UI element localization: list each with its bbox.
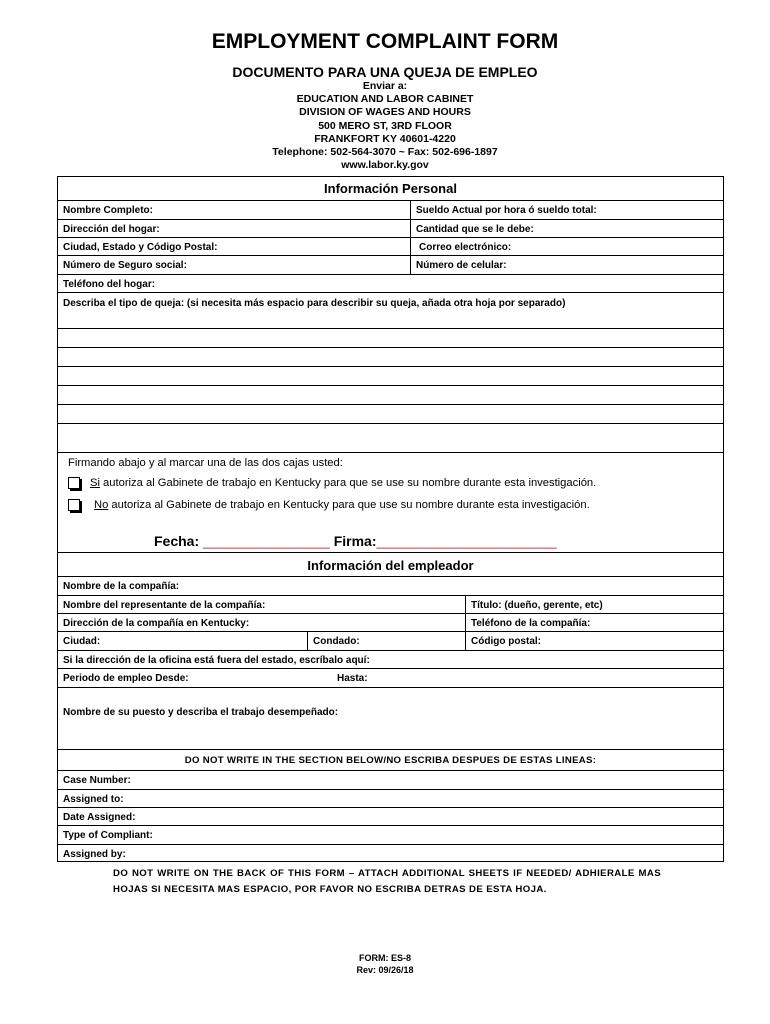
consent-yes-option[interactable] bbox=[68, 477, 596, 489]
office-row bbox=[58, 790, 723, 808]
consent-yes-word: Si bbox=[90, 477, 100, 489]
rep-title-field[interactable]: Título: (dueño, gerente, etc) bbox=[465, 596, 725, 613]
mailing-address bbox=[0, 80, 770, 172]
employer-row-1 bbox=[58, 577, 723, 596]
ssn-field[interactable]: Número de Seguro social: bbox=[63, 260, 187, 271]
form-title: EMPLOYMENT COMPLAINT FORM bbox=[211, 30, 559, 53]
complaint-form bbox=[57, 176, 724, 862]
address-line: DIVISION OF WAGES AND HOURS bbox=[299, 106, 471, 119]
home-phone-field[interactable]: Teléfono del hogar: bbox=[63, 279, 156, 290]
current-wage-field[interactable]: Sueldo Actual por hora ó sueldo total: bbox=[410, 201, 725, 219]
assigned-to-field[interactable]: Assigned to: bbox=[63, 794, 124, 805]
complaint-line[interactable] bbox=[58, 405, 723, 424]
office-row bbox=[58, 826, 723, 845]
section-title: Información Personal bbox=[324, 181, 457, 196]
personal-row-5 bbox=[58, 275, 723, 293]
consent-no-word: No bbox=[94, 499, 109, 511]
office-row bbox=[58, 771, 723, 790]
date-assigned-field[interactable]: Date Assigned: bbox=[63, 812, 136, 823]
personal-row-1 bbox=[58, 201, 723, 220]
consent-yes-text: autoriza al Gabinete de trabajo en Kentucky para que se use su nombre durante esta investigación. bbox=[99, 477, 597, 489]
email-field[interactable]: Correo electrónico: bbox=[410, 238, 725, 255]
employer-row-5 bbox=[58, 651, 723, 669]
office-row bbox=[58, 845, 723, 863]
amount-owed-field[interactable]: Cantidad que se le debe: bbox=[410, 220, 725, 237]
form-number bbox=[0, 952, 770, 976]
consent-no-option[interactable] bbox=[68, 499, 590, 511]
city-field[interactable]: Ciudad: bbox=[63, 636, 101, 647]
employment-to-field[interactable]: Hasta: bbox=[337, 673, 368, 684]
job-description-prompt: Nombre de su puesto y describa el trabajo desempeñado: bbox=[63, 707, 339, 718]
send-to-label: Enviar a: bbox=[362, 80, 408, 92]
address-line: 500 MERO ST, 3RD FLOOR bbox=[318, 119, 452, 132]
date-input-line[interactable]: ___________________ bbox=[203, 535, 330, 549]
revision-date: Rev: 09/26/18 bbox=[356, 965, 414, 975]
employer-row-3 bbox=[58, 614, 723, 632]
complaint-type-field[interactable]: Type of Compliant: bbox=[63, 830, 153, 841]
checkbox-yes[interactable] bbox=[68, 477, 80, 489]
personal-row-3 bbox=[58, 238, 723, 256]
complaint-line[interactable] bbox=[58, 329, 723, 348]
form-subtitle: DOCUMENTO PARA UNA QUEJA DE EMPLEO bbox=[232, 64, 538, 80]
complaint-line[interactable] bbox=[58, 367, 723, 386]
employer-row-2 bbox=[58, 596, 723, 614]
ky-address-field[interactable]: Dirección de la compañía en Kentucky: bbox=[63, 618, 250, 629]
personal-row-2 bbox=[58, 220, 723, 238]
back-of-form-notice: DO NOT WRITE ON THE BACK OF THIS FORM – ATTACH ADDITIONAL SHEETS IF NEEDED/ ADHIERALE MAS HOJAS SI NECESITA MAS ESPACIO, POR FAVOR NO ESCRIBA DETRAS DE ESTA HOJA. bbox=[113, 868, 661, 895]
full-name-field[interactable]: Nombre Completo: bbox=[63, 205, 153, 216]
employer-section-header bbox=[58, 553, 723, 577]
job-description-field[interactable] bbox=[58, 688, 723, 750]
company-rep-field[interactable]: Nombre del representante de la compañía: bbox=[63, 600, 266, 611]
assigned-by-field[interactable]: Assigned by: bbox=[63, 849, 126, 860]
home-address-field[interactable]: Dirección del hogar: bbox=[63, 224, 160, 235]
date-label: Fecha: bbox=[154, 533, 200, 549]
employer-row-6 bbox=[58, 669, 723, 688]
company-phone-field[interactable]: Teléfono de la compañía: bbox=[465, 614, 725, 631]
address-line: EDUCATION AND LABOR CABINET bbox=[296, 93, 474, 106]
county-field[interactable]: Condado: bbox=[307, 632, 465, 650]
form-id: FORM: ES-8 bbox=[358, 953, 411, 963]
zip-code-field[interactable]: Código postal: bbox=[465, 632, 725, 650]
office-use-notice-text: DO NOT WRITE IN THE SECTION BELOW/NO ESCRIBA DESPUES DE ESTAS LINEAS: bbox=[184, 755, 597, 766]
personal-section-header bbox=[58, 177, 723, 201]
case-number-field[interactable]: Case Number: bbox=[63, 775, 131, 786]
out-of-state-field[interactable]: Si la dirección de la oficina está fuera del estado, escríbalo aquí: bbox=[63, 655, 370, 666]
complaint-prompt: Describa el tipo de queja: (si necesita más espacio para describir su queja, añada otra hoja por separado) bbox=[63, 298, 566, 309]
office-use-notice bbox=[58, 750, 723, 771]
company-name-field[interactable]: Nombre de la compañía: bbox=[63, 581, 180, 592]
personal-row-4 bbox=[58, 256, 723, 275]
complaint-line[interactable] bbox=[58, 424, 723, 453]
city-state-zip-field[interactable]: Ciudad, Estado y Código Postal: bbox=[63, 242, 218, 253]
complaint-description-field[interactable] bbox=[58, 293, 723, 329]
cell-phone-field[interactable]: Número de celular: bbox=[410, 256, 725, 274]
employment-from-field[interactable]: Periodo de empleo Desde: bbox=[63, 673, 189, 684]
office-row bbox=[58, 808, 723, 826]
consent-intro: Firmando abajo y al marcar una de las dos cajas usted: bbox=[68, 457, 343, 469]
signature-input-line[interactable]: ___________________________ bbox=[376, 535, 557, 549]
checkbox-no[interactable] bbox=[68, 499, 80, 511]
complaint-line[interactable] bbox=[58, 386, 723, 405]
date-signature-line bbox=[154, 533, 557, 549]
signature-label: Firma: bbox=[333, 533, 377, 549]
consent-block bbox=[58, 453, 723, 553]
employer-row-4 bbox=[58, 632, 723, 651]
website-line: www.labor.ky.gov bbox=[341, 159, 429, 172]
complaint-line[interactable] bbox=[58, 348, 723, 367]
phone-fax-line: Telephone: 502-564-3070 ~ Fax: 502-696-1897 bbox=[272, 146, 498, 159]
address-line: FRANKFORT KY 40601-4220 bbox=[314, 132, 456, 145]
section-title: Información del empleador bbox=[307, 558, 474, 573]
consent-no-text: autoriza al Gabinete de trabajo en Kentucky para que use su nombre durante esta investigación. bbox=[108, 499, 590, 511]
